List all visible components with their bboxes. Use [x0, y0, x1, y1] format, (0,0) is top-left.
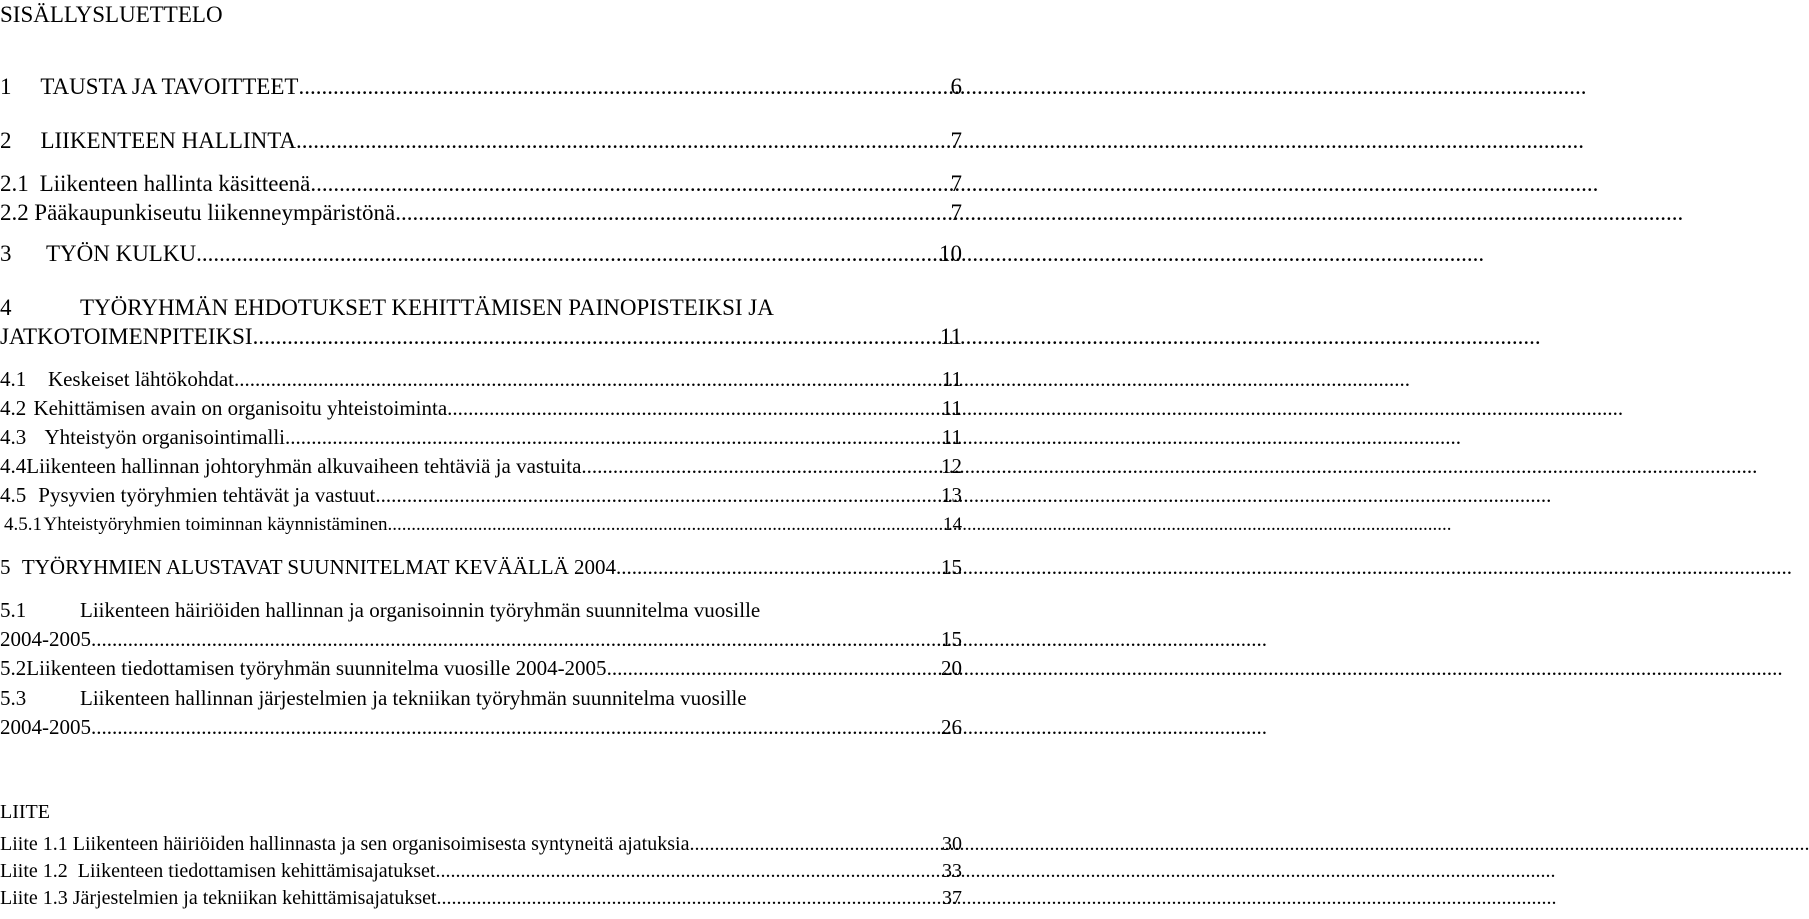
toc-number: 5.3: [0, 686, 27, 710]
toc-page-number: 7: [950, 128, 962, 153]
toc-leader: [581, 454, 938, 479]
toc-page-number: 20: [941, 656, 962, 680]
toc-text: Keskeiset lähtökohdat: [47, 367, 234, 391]
toc-page-number: 6: [950, 74, 962, 99]
toc-entry[interactable]: [0, 454, 962, 479]
toc-text: TAUSTA JA TAVOITTEET: [40, 74, 299, 99]
toc-page-number: 11: [941, 367, 962, 391]
toc-text: TYÖN KULKU: [45, 241, 197, 266]
toc-number: 4.2: [0, 396, 27, 420]
appendix-page-number: 37: [942, 887, 962, 909]
toc-text: Pysyvien työryhmien tehtävät ja vastuut: [38, 483, 376, 507]
toc-leader: [689, 833, 939, 856]
toc-entry[interactable]: [0, 483, 962, 508]
toc-text: Yhteistyöryhmien toiminnan käynnistäminen: [43, 514, 388, 535]
appendix-entry[interactable]: [0, 833, 962, 856]
toc-text: Yhteistyön organisointimalli: [44, 425, 285, 449]
toc-text: Liikenteen hallinnan järjestelmien ja tekniikan työryhmän suunnitelma vuosille: [80, 686, 747, 710]
toc-number: 1: [0, 74, 12, 99]
toc-page-number: 26: [941, 715, 962, 739]
appendix-page-number: 30: [942, 833, 962, 855]
toc-number: 5.1: [0, 598, 27, 622]
toc-leader: [234, 367, 939, 392]
toc-leader: [91, 627, 938, 652]
toc-entry[interactable]: [0, 295, 962, 321]
toc-text: Liikenteen häiriöiden hallinnan ja organisoinnin työryhmän suunnitelma vuosille: [80, 598, 761, 622]
toc-number: 4.1: [0, 367, 27, 391]
toc-page-number: 15: [941, 627, 962, 651]
toc-number: 5.2: [0, 656, 27, 680]
toc-text: LIIKENTEEN HALLINTA: [40, 128, 297, 153]
toc-leader: [395, 200, 947, 226]
toc-text: TYÖRYHMÄN EHDOTUKSET KEHITTÄMISEN PAINOPISTEIKSI JA: [80, 295, 774, 320]
toc-leader: [91, 715, 938, 740]
appendix-text: Liite 1.3 Järjestelmien ja tekniikan kehittämisajatukset: [0, 887, 437, 909]
toc-number: 4.3: [0, 425, 27, 449]
appendix-text: Liite 1.1 Liikenteen häiriöiden hallinnasta ja sen organisoimisesta syntyneitä ajatuksia: [0, 833, 690, 855]
toc-number: 4.5.1: [4, 514, 42, 535]
toc-leader: [196, 241, 936, 267]
appendix-title: LIITE: [0, 801, 50, 823]
toc-leader: [435, 860, 939, 883]
toc-entry[interactable]: [0, 514, 962, 536]
toc-entry[interactable]: [0, 128, 962, 154]
toc-text: Liikenteen hallinta käsitteenä: [39, 171, 311, 196]
appendix-entry[interactable]: [0, 860, 962, 883]
toc-number: 4.5: [0, 483, 27, 507]
toc-entry[interactable]: [0, 425, 962, 450]
toc-page-number: 7: [950, 200, 962, 225]
appendix-page-number: 33: [942, 860, 962, 882]
toc-entry[interactable]: [0, 171, 962, 197]
toc-leader: [388, 514, 940, 536]
page-title: SISÄLLYSLUETTELO: [0, 2, 223, 27]
toc-page-number: 10: [939, 241, 962, 266]
toc-entry[interactable]: [0, 627, 962, 652]
toc-entry[interactable]: [0, 555, 962, 580]
toc-text: Liikenteen tiedottamisen työryhmän suunnitelma vuosille 2004-2005: [26, 656, 607, 680]
toc-number: 4.4: [0, 454, 27, 478]
toc-text: Liikenteen hallinnan johtoryhmän alkuvaiheen tehtäviä ja vastuita: [26, 454, 582, 478]
toc-entry[interactable]: [0, 367, 962, 392]
toc-page-number: 11: [941, 396, 962, 420]
toc-number: 4: [0, 295, 12, 320]
toc-leader: [616, 555, 938, 580]
toc-page-number: 15: [941, 555, 962, 579]
toc-text: 2004-2005: [0, 627, 91, 651]
toc-number: 2.1: [0, 171, 29, 196]
toc-page-number: 7: [950, 171, 962, 196]
toc-leader: [447, 396, 939, 421]
toc-entry[interactable]: [0, 686, 962, 711]
toc-number: 3: [0, 241, 12, 266]
toc-number: 2.2: [0, 200, 29, 225]
toc-entry[interactable]: [0, 396, 962, 421]
toc-text: Kehittämisen avain on organisoitu yhteistoiminta: [33, 396, 448, 420]
toc-entry[interactable]: [0, 656, 962, 681]
toc-leader: [375, 483, 938, 508]
toc-entry[interactable]: [0, 74, 962, 100]
toc-page-number: 12: [941, 454, 962, 478]
toc-entry[interactable]: [0, 715, 962, 740]
toc-entry[interactable]: [0, 241, 962, 267]
toc-leader: [253, 324, 937, 350]
toc-leader: [310, 171, 947, 197]
toc-page-number: 11: [941, 425, 962, 449]
toc-leader: [296, 128, 947, 154]
toc-text: Pääkaupunkiseutu liikenneympäristönä: [34, 200, 396, 225]
toc-entry[interactable]: [0, 200, 962, 226]
toc-entry[interactable]: [0, 598, 962, 623]
toc-leader: [437, 887, 939, 910]
toc-entry[interactable]: [0, 324, 962, 350]
toc-number: 2: [0, 128, 12, 153]
toc-number: 5: [0, 555, 11, 579]
toc-page-number: 13: [941, 483, 962, 507]
appendix-text: Liite 1.2 Liikenteen tiedottamisen kehittämisajatukset: [0, 860, 436, 882]
toc-leader: [607, 656, 938, 681]
toc-leader: [285, 425, 939, 450]
toc-text: 2004-2005: [0, 715, 91, 739]
toc-page-number: 14: [943, 514, 962, 535]
appendix-entry[interactable]: [0, 887, 962, 910]
toc-text: TYÖRYHMIEN ALUSTAVAT SUUNNITELMAT KEVÄÄLLÄ 2004: [21, 555, 617, 579]
toc-page-number: 11: [939, 324, 962, 349]
toc-leader: [298, 74, 947, 100]
toc-text: JATKOTOIMENPITEIKSI: [0, 324, 253, 349]
